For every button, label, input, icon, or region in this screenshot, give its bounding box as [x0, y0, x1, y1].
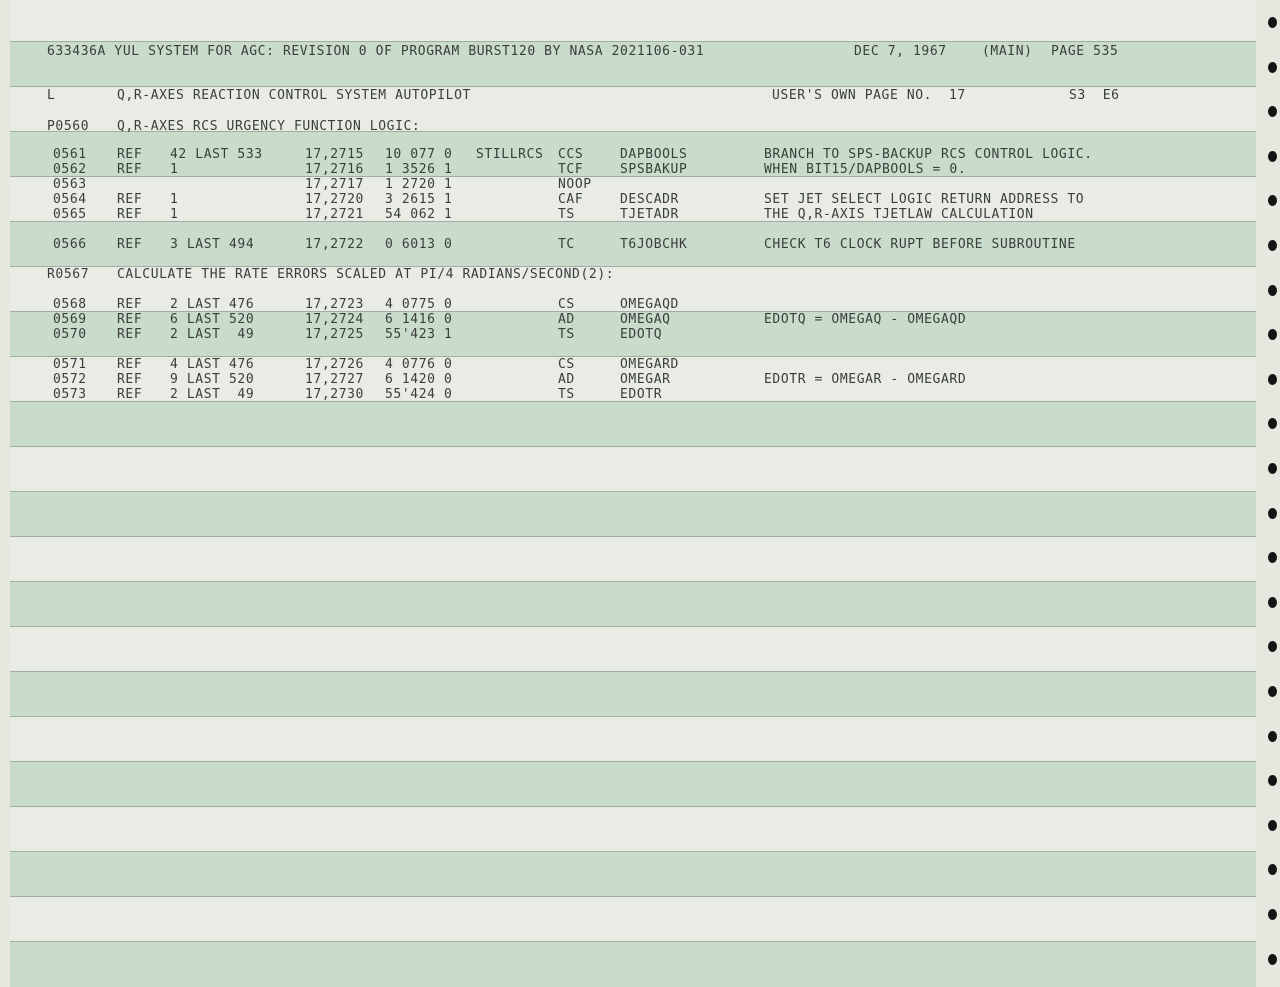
feed-hole [1268, 641, 1277, 652]
paper-band [10, 671, 1256, 717]
listing-ref: REF [117, 297, 143, 312]
listing-op: AD [558, 312, 575, 327]
listing-operand: OMEGAQD [620, 297, 679, 312]
listing-ref: REF [117, 192, 143, 207]
listing-comment: SET JET SELECT LOGIC RETURN ADDRESS TO [764, 192, 1085, 207]
listing-refnum: 2 LAST 476 [170, 297, 255, 312]
listing-operand: DESCADR [620, 192, 679, 207]
paper-band [10, 716, 1256, 762]
paper-band [10, 491, 1256, 537]
paper-band [10, 0, 1256, 42]
feed-hole [1268, 62, 1277, 73]
listing-refnum: 1 [170, 207, 179, 222]
listing-line: 0566 [53, 237, 87, 252]
listing-word: 55'424 0 [385, 387, 453, 402]
feed-hole [1268, 954, 1277, 965]
paper-band [10, 941, 1256, 987]
listing-label: STILLRCS [476, 147, 544, 162]
paper-band [10, 401, 1256, 447]
feed-hole [1268, 820, 1277, 831]
listing-addr: 17,2721 [305, 207, 364, 222]
feed-hole [1268, 775, 1277, 786]
listing-op: NOOP [558, 177, 592, 192]
listing-word: 1 3526 1 [385, 162, 453, 177]
listing-refnum: 9 LAST 520 [170, 372, 255, 387]
listing-op: TS [558, 207, 575, 222]
subheader-flag: L [47, 88, 56, 103]
listing-operand: T6JOBCHK [620, 237, 688, 252]
listing-ref: REF [117, 162, 143, 177]
paper-band [10, 626, 1256, 672]
subheader-title: Q,R-AXES REACTION CONTROL SYSTEM AUTOPILOT [117, 88, 471, 103]
listing-ref: REF [117, 237, 143, 252]
listing-addr: 17,2717 [305, 177, 364, 192]
listing-operand: TJETADR [620, 207, 679, 222]
listing-op: CS [558, 297, 575, 312]
listing-refnum: 1 [170, 192, 179, 207]
listing-refnum: 1 [170, 162, 179, 177]
listing-word: 10 077 0 [385, 147, 453, 162]
listing-line: 0561 [53, 147, 87, 162]
listing-op: TCF [558, 162, 584, 177]
feed-hole [1268, 864, 1277, 875]
feed-hole [1268, 329, 1277, 340]
feed-hole [1268, 285, 1277, 296]
tractor-feed-holes [1264, 0, 1280, 977]
listing-line: 0565 [53, 207, 87, 222]
header-date: DEC 7, 1967 [854, 44, 947, 59]
listing-ref: REF [117, 147, 143, 162]
listing-refnum: 2 LAST 49 [170, 327, 255, 342]
listing-sheet [10, 0, 1256, 977]
listing-refnum: 4 LAST 476 [170, 357, 255, 372]
listing-comment: BRANCH TO SPS-BACKUP RCS CONTROL LOGIC. [764, 147, 1093, 162]
listing-line: 0572 [53, 372, 87, 387]
listing-addr: 17,2716 [305, 162, 364, 177]
header-banner: 633436A YUL SYSTEM FOR AGC: REVISION 0 OF PROGRAM BURST120 BY NASA 2021106-031 [47, 44, 705, 59]
listing-refnum: 2 LAST 49 [170, 387, 255, 402]
paper-band [10, 581, 1256, 627]
listing-comment: EDOTQ = OMEGAQ - OMEGAQD [764, 312, 967, 327]
listing-op: CS [558, 357, 575, 372]
listing-comment: WHEN BIT15/DAPBOOLS = 0. [764, 162, 967, 177]
feed-hole [1268, 151, 1277, 162]
listing-operand: EDOTQ [620, 327, 663, 342]
listing-word: 4 0776 0 [385, 357, 453, 372]
listing-operand: SPSBAKUP [620, 162, 688, 177]
feed-hole [1268, 195, 1277, 206]
paper-band [10, 446, 1256, 492]
listing-ref: REF [117, 327, 143, 342]
listing-comment: EDOTR = OMEGAR - OMEGARD [764, 372, 967, 387]
listing-line: 0568 [53, 297, 87, 312]
feed-hole [1268, 17, 1277, 28]
listing-op: CCS [558, 147, 584, 162]
listing-addr: 17,2722 [305, 237, 364, 252]
header-page: PAGE 535 [1051, 44, 1119, 59]
listing-addr: 17,2715 [305, 147, 364, 162]
listing-op: TC [558, 237, 575, 252]
listing-line: 0573 [53, 387, 87, 402]
listing-comment: THE Q,R-AXIS TJETLAW CALCULATION [764, 207, 1034, 222]
paper-band [10, 761, 1256, 807]
feed-hole [1268, 597, 1277, 608]
listing-word: 4 0775 0 [385, 297, 453, 312]
feed-hole [1268, 106, 1277, 117]
paper-band [10, 896, 1256, 942]
feed-hole [1268, 374, 1277, 385]
listing-word: 55'423 1 [385, 327, 453, 342]
listing-operand: OMEGAQ [620, 312, 671, 327]
paper-band [10, 806, 1256, 852]
feed-hole [1268, 463, 1277, 474]
listing-line: 0564 [53, 192, 87, 207]
listing-word: 1 2720 1 [385, 177, 453, 192]
listing-addr: 17,2725 [305, 327, 364, 342]
section-number: P0560 [47, 119, 90, 134]
listing-addr: 17,2730 [305, 387, 364, 402]
feed-hole [1268, 686, 1277, 697]
header-main: (MAIN) [982, 44, 1033, 59]
listing-ref: REF [117, 372, 143, 387]
paper-band [10, 536, 1256, 582]
listing-op: TS [558, 327, 575, 342]
listing-addr: 17,2724 [305, 312, 364, 327]
paper-band [10, 851, 1256, 897]
listing-addr: 17,2727 [305, 372, 364, 387]
listing-refnum: 3 LAST 494 [170, 237, 255, 252]
listing-ref: REF [117, 207, 143, 222]
listing-word: 0 6013 0 [385, 237, 453, 252]
listing-line: 0571 [53, 357, 87, 372]
listing-ref: REF [117, 357, 143, 372]
listing-word: 6 1420 0 [385, 372, 453, 387]
listing-line: 0570 [53, 327, 87, 342]
listing-line: 0569 [53, 312, 87, 327]
section-heading: Q,R-AXES RCS URGENCY FUNCTION LOGIC: [117, 119, 421, 134]
subheader-sheet-code: S3 E6 [1069, 88, 1120, 103]
listing-operand: OMEGARD [620, 357, 679, 372]
listing-addr: 17,2723 [305, 297, 364, 312]
listing-refnum: 42 LAST 533 [170, 147, 263, 162]
listing-addr: 17,2720 [305, 192, 364, 207]
listing-operand: DAPBOOLS [620, 147, 688, 162]
feed-hole [1268, 552, 1277, 563]
listing-word: 6 1416 0 [385, 312, 453, 327]
listing-ref: REF [117, 387, 143, 402]
listing-word: 54 062 1 [385, 207, 453, 222]
listing-addr: 17,2726 [305, 357, 364, 372]
listing-op: TS [558, 387, 575, 402]
listing-comment: CHECK T6 CLOCK RUPT BEFORE SUBROUTINE [764, 237, 1076, 252]
listing-op: AD [558, 372, 575, 387]
feed-hole [1268, 240, 1277, 251]
listing-word: 3 2615 1 [385, 192, 453, 207]
listing-refnum: 6 LAST 520 [170, 312, 255, 327]
section-number: R0567 [47, 267, 90, 282]
listing-operand: OMEGAR [620, 372, 671, 387]
listing-line: 0562 [53, 162, 87, 177]
feed-hole [1268, 508, 1277, 519]
listing-ref: REF [117, 312, 143, 327]
listing-op: CAF [558, 192, 584, 207]
feed-hole [1268, 418, 1277, 429]
section-heading: CALCULATE THE RATE ERRORS SCALED AT PI/4 RADIANS/SECOND(2): [117, 267, 615, 282]
subheader-users-page: USER'S OWN PAGE NO. 17 [772, 88, 966, 103]
listing-line: 0563 [53, 177, 87, 192]
listing-operand: EDOTR [620, 387, 663, 402]
feed-hole [1268, 731, 1277, 742]
feed-hole [1268, 909, 1277, 920]
